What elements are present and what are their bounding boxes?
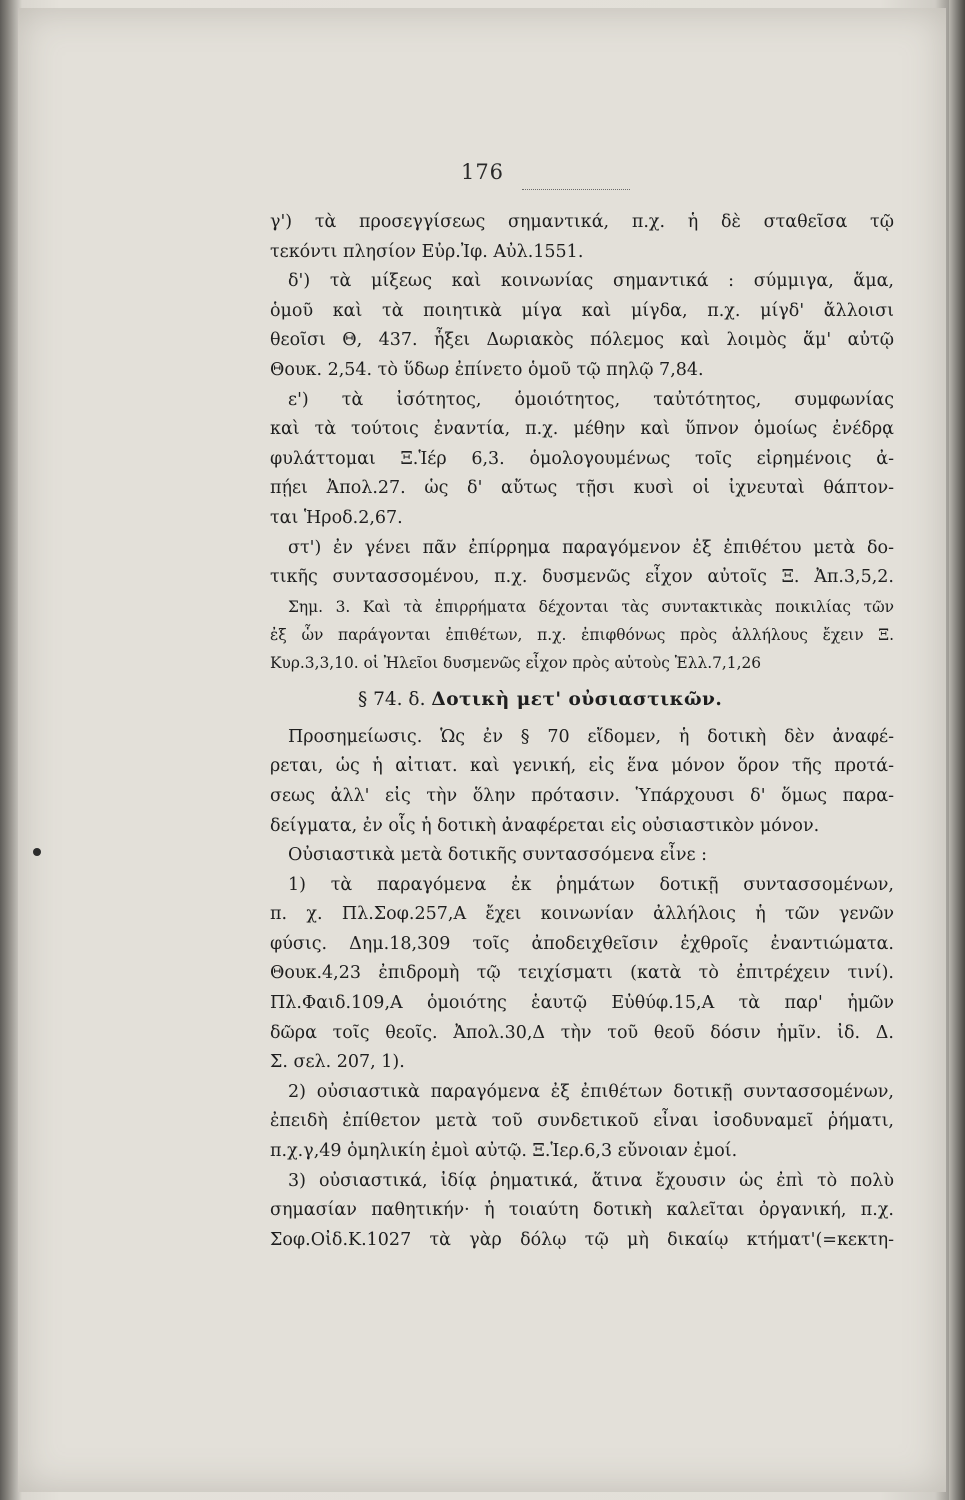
text-line: δῶρα τοῖς θεοῖς. Ἀπολ.30,Δ τὴν τοῦ θεοῦ δόσιν ἡμῖν. ἰδ. Δ.: [270, 1022, 894, 1043]
section-text-1: [270, 208, 894, 593]
note-line: Σημ. 3. Καὶ τὰ ἐπιρρήματα δέχονται τὰς συντακτικὰς ποικιλίας τῶν: [288, 597, 894, 616]
text-line: π. χ. Πλ.Σοφ.257,Α ἔχει κοινωνίαν ἀλλήλοις ἡ τῶν γενῶν: [270, 904, 894, 925]
text-line: πῄει Ἀπολ.27. ὡς δ' αὔτως τῇσι κυσὶ οἱ ἰχνευταὶ θάπτον-: [270, 478, 894, 499]
text-line: τεκόντι πλησίον Εὐρ.Ἰφ. Αὐλ.1551.: [270, 241, 584, 262]
note-line: Κυρ.3,3,10. οἱ Ἠλεῖοι δυσμενῶς εἶχον πρὸς αὐτοὺς Ἑλλ.7,1,26: [270, 653, 762, 672]
text-line: Θουκ.4,23 ἐπιδρομὴ τῷ τειχίσματι (κατὰ τὸ ἐπιτρέχειν τινί).: [270, 963, 894, 984]
text-line: θεοῖσι Θ, 437. ἧξει Δωριακὸς πόλεμος καὶ λοιμὸς ἅμ' αὐτῷ: [270, 330, 894, 351]
page-edge-shadow: [949, 0, 965, 1500]
text-line: φυλάττομαι Ξ.Ἱέρ 6,3. ὁμολογουμένως τοῖς εἰρημένοις ἀ-: [270, 448, 894, 469]
section-heading-prefix: § 74. δ.: [358, 688, 426, 710]
note-line: ἐξ ὧν παράγονται ἐπιθέτων, π.χ. ἐπιφθόνως πρὸς ἀλλήλους ἔχειν Ξ.: [270, 625, 894, 644]
page-number-rule: [522, 189, 630, 190]
text-line: δείγματα, ἐν οἷς ἡ δοτικὴ ἀναφέρεται εἰς οὐσιαστικὸν μόνον.: [270, 815, 820, 836]
text-line: ἐπειδὴ ἐπίθετον μετὰ τοῦ συνδετικοῦ εἶναι ἰσοδυναμεῖ ῥήματι,: [270, 1111, 894, 1132]
section-text-2: [270, 723, 894, 1256]
text-line: Οὐσιαστικὰ μετὰ δοτικῆς συντασσόμενα εἶνε :: [288, 845, 708, 866]
text-line: 2) οὐσιαστικὰ παραγόμενα ἐξ ἐπιθέτων δοτικῇ συντασσομένων,: [288, 1081, 894, 1102]
text-line: τικῆς συντασσομένου, π.χ. δυσμενῶς εἶχον αὐτοῖς Ξ. Ἀπ.3,5,2.: [270, 567, 894, 588]
ink-spot: [33, 848, 41, 856]
text-line: ρεται, ὡς ἡ αἰτιατ. καὶ γενική, εἰς ἕνα μόνον ὅρον τῆς προτά-: [270, 756, 894, 777]
text-line: Πλ.Φαιδ.109,Α ὁμοιότης ἑαυτῷ Εὐθύφ.15,Α τὰ παρ' ἡμῶν: [270, 993, 894, 1014]
text-line: Προσημείωσις. Ὡς ἐν § 70 εἴδομεν, ἡ δοτικὴ δὲν ἀναφέ-: [288, 726, 894, 747]
text-line: Σοφ.Οἰδ.Κ.1027 τὰ γὰρ δόλῳ τῷ μὴ δικαίῳ κτήματ'(=κεκτη-: [270, 1229, 894, 1250]
page-body: [270, 208, 894, 1255]
section-heading-title: Δοτικὴ μετ' οὐσιαστικῶν.: [431, 688, 723, 710]
section-heading: [270, 677, 894, 723]
page-number: 176: [460, 160, 505, 184]
note-block: [270, 593, 894, 677]
text-line: δ') τὰ μίξεως καὶ κοινωνίας σημαντικά : σύμμιγα, ἅμα,: [288, 271, 894, 292]
text-line: καὶ τὰ τούτοις ἐναντία, π.χ. μέθην καὶ ὕπνον ὁμοίως ἐνέδρᾳ: [270, 419, 894, 440]
text-line: σεως ἀλλ' εἰς τὴν ὅλην πρότασιν. Ὑπάρχουσι δ' ὅμως παρα-: [270, 785, 894, 806]
text-line: 1) τὰ παραγόμενα ἐκ ῥημάτων δοτικῇ συντασσομένων,: [288, 874, 894, 895]
text-line: στ') ἐν γένει πᾶν ἐπίρρημα παραγόμενον ἐξ ἐπιθέτου μετὰ δο-: [288, 537, 894, 558]
text-line: ται Ἡροδ.2,67.: [270, 507, 403, 528]
text-line: γ') τὰ προσεγγίσεως σημαντικά, π.χ. ἡ δὲ σταθεῖσα τῷ: [270, 212, 894, 232]
text-line: φύσις. Δημ.18,309 τοῖς ἀποδειχθεῖσιν ἐχθροῖς ἐναντιώματα.: [270, 933, 894, 954]
text-line: ὁμοῦ καὶ τὰ ποιητικὰ μίγα καὶ μίγδα, π.χ. μίγδ' ἄλλοισι: [270, 300, 894, 321]
text-line: π.χ.γ,49 ὁμηλικίη ἐμοὶ αὐτῷ. Ξ.Ἱερ.6,3 εὔνοιαν ἐμοί.: [270, 1141, 738, 1162]
text-line: Θουκ. 2,54. τὸ ὕδωρ ἐπίνετο ὁμοῦ τῷ πηλῷ 7,84.: [270, 359, 704, 380]
text-line: ε') τὰ ἰσότητος, ὁμοιότητος, ταὐτότητος, συμφωνίας: [288, 389, 894, 410]
text-line: Σ. σελ. 207, 1).: [270, 1052, 405, 1073]
text-line: σημασίαν παθητικήν· ἡ τοιαύτη δοτικὴ καλεῖται ὀργανική, π.χ.: [270, 1200, 894, 1221]
text-line: 3) οὐσιαστικά, ἰδίᾳ ῥηματικά, ἅτινα ἔχουσιν ὡς ἐπὶ τὸ πολὺ: [288, 1170, 894, 1191]
